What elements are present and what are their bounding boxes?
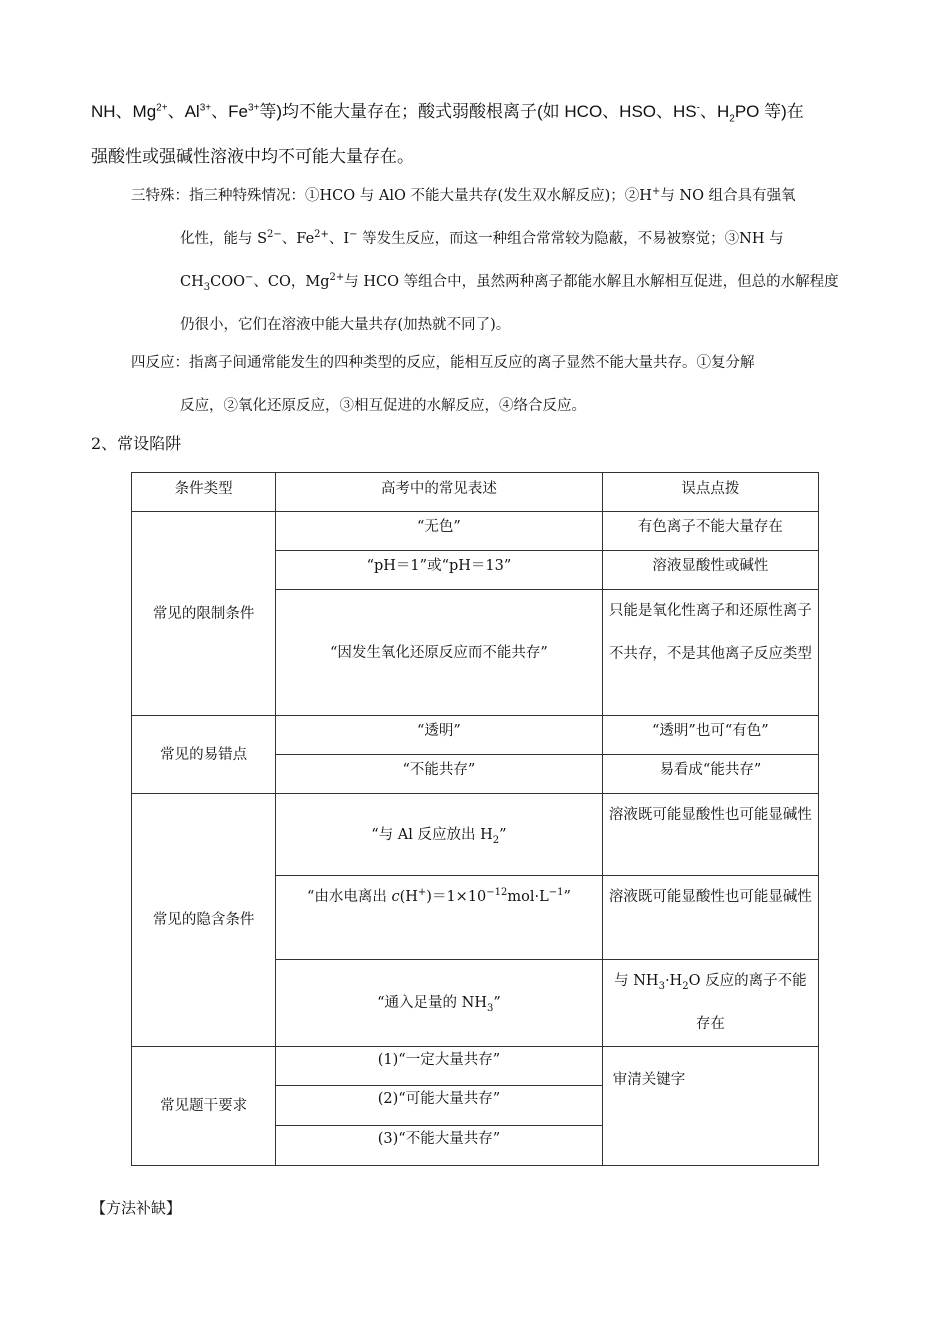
- tip-cell-keywords: 审清关键字: [602, 1047, 818, 1166]
- text-run: ”: [563, 889, 571, 905]
- text-run: 化性，能与 S: [180, 231, 268, 247]
- superscript: 3+: [199, 102, 212, 114]
- superscript: 2+: [314, 229, 329, 241]
- expression-cell: “因发生氧化还原反应而不能共存”: [276, 590, 603, 716]
- expression-cell: [276, 876, 603, 960]
- san-teshu-line-1: [131, 184, 796, 208]
- expression-cell: “透明”: [276, 716, 603, 755]
- tip-cell: 溶液显酸性或碱性: [602, 551, 818, 590]
- group-label-implicit: 常见的隐含条件: [132, 794, 276, 1047]
- table-row: [132, 512, 819, 551]
- expression-cell: “无色”: [276, 512, 603, 551]
- expression-cell: (1)“一定大量共存”: [276, 1047, 603, 1086]
- text-run: 、Fe: [281, 231, 315, 247]
- si-fanying-line-2: 反应，②氧化还原反应，③相互促进的水解反应，④络合反应。: [180, 398, 586, 414]
- text-run: CH: [180, 274, 204, 290]
- subscript: 2: [682, 980, 689, 992]
- text-run: 与 NH: [614, 973, 659, 989]
- text-run: c: [391, 889, 400, 905]
- group-label-restrictions: 常见的限制条件: [132, 512, 276, 716]
- text-run: mol·L: [507, 889, 549, 905]
- text-run: PO 等)在: [734, 102, 804, 121]
- subscript: 3: [203, 281, 211, 293]
- expression-cell: “不能共存”: [276, 755, 603, 794]
- expression-cell: (3)“不能大量共存”: [276, 1126, 603, 1166]
- text-run: “由水电离出: [306, 889, 392, 905]
- superscript: 2−: [267, 229, 282, 241]
- san-teshu-line-4: 仍很小，它们在溶液中能大量共存(加热就不同了)。: [180, 317, 511, 333]
- traps-table: [131, 472, 819, 1166]
- text-run: 等)均不能大量存在；酸式弱酸根离子(如 HCO、HSO、HS: [259, 102, 697, 121]
- tip-cell: 溶液既可能显酸性也可能显碱性: [602, 794, 818, 876]
- subscript: 2: [729, 113, 735, 125]
- method-supplement-heading: 【方法补缺】: [91, 1199, 182, 1217]
- intro-line-1: [91, 100, 881, 124]
- san-teshu-line-3: [180, 270, 839, 294]
- superscript: +: [651, 186, 661, 198]
- superscript: −12: [486, 887, 508, 899]
- superscript: −1: [548, 887, 564, 899]
- subscript: 3: [486, 1002, 494, 1014]
- text-run: 、Al: [167, 102, 200, 121]
- header-condition-type: 条件类型: [132, 473, 276, 512]
- text-run: )＝1×10: [426, 889, 487, 905]
- intro-line-2: 强酸性或强碱性溶液中均不可能大量存在。: [91, 147, 414, 166]
- text-run: O 反应的离子不能存在: [688, 973, 807, 1032]
- si-fanying-line-1: 四反应：指离子间通常能发生的四种类型的反应，能相互反应的离子显然不能大量共存。①复分解: [131, 355, 755, 371]
- subscript: 3: [658, 980, 665, 992]
- text-run: ”: [499, 826, 507, 843]
- tip-cell: 只能是氧化性离子和还原性离子不共存，不是其他离子反应类型: [602, 590, 818, 716]
- expression-cell: “pH＝1”或“pH＝13”: [276, 551, 603, 590]
- text-run: ”: [493, 995, 501, 1011]
- table-header-row: [132, 473, 819, 512]
- superscript: −: [349, 229, 358, 241]
- text-run: ·H: [664, 973, 683, 989]
- text-run: 、Fe: [211, 102, 248, 121]
- expression-cell: [276, 794, 603, 876]
- tip-cell: [602, 960, 818, 1047]
- superscript: +: [417, 887, 427, 899]
- section-heading-traps: 2、常设陷阱: [91, 434, 182, 453]
- text-run: 等发生反应，而这一种组合常常较为隐蔽，不易被察觉；③NH 与: [357, 231, 784, 247]
- text-run: 、CO，Mg: [253, 274, 330, 290]
- text-run: “与 Al 反应放出 H: [371, 826, 493, 843]
- subscript: 2: [492, 834, 500, 846]
- text-run: “通入足量的 NH: [377, 995, 487, 1011]
- text-run: COO: [210, 274, 245, 290]
- header-common-expression: 高考中的常见表述: [276, 473, 603, 512]
- text-run: 与 NO 组合具有强氧: [660, 188, 796, 204]
- table-row: [132, 1047, 819, 1086]
- tip-cell: 溶液既可能显酸性也可能显碱性: [602, 876, 818, 960]
- tip-cell: “透明”也可“有色”: [602, 716, 818, 755]
- expression-cell: [276, 960, 603, 1047]
- superscript: -: [696, 102, 700, 114]
- san-teshu-line-2: [180, 227, 784, 251]
- group-label-question-requirements: 常见题干要求: [132, 1047, 276, 1166]
- expression-cell: (2)“可能大量共存”: [276, 1086, 603, 1126]
- text-run: 、I: [328, 231, 350, 247]
- superscript: 2+: [156, 102, 168, 114]
- table-row: [132, 794, 819, 876]
- text-run: 、H: [699, 102, 730, 121]
- text-run: 三特殊：指三种特殊情况：①HCO 与 AlO 不能大量共存(发生双水解反应)；②H: [131, 188, 652, 204]
- text-run: NH、Mg: [91, 102, 157, 121]
- text-run: (H: [399, 889, 418, 905]
- tip-cell: 有色离子不能大量存在: [602, 512, 818, 551]
- superscript: 3+: [247, 102, 260, 114]
- table-row: [132, 716, 819, 755]
- header-error-tip: 误点点拨: [602, 473, 818, 512]
- group-label-pitfalls: 常见的易错点: [132, 716, 276, 794]
- tip-cell: 易看成“能共存”: [602, 755, 818, 794]
- superscript: 2+: [329, 272, 345, 284]
- superscript: −: [245, 272, 254, 284]
- text-run: 与 HCO 等组合中，虽然两种离子都能水解且水解相互促进，但总的水解程度: [344, 274, 839, 290]
